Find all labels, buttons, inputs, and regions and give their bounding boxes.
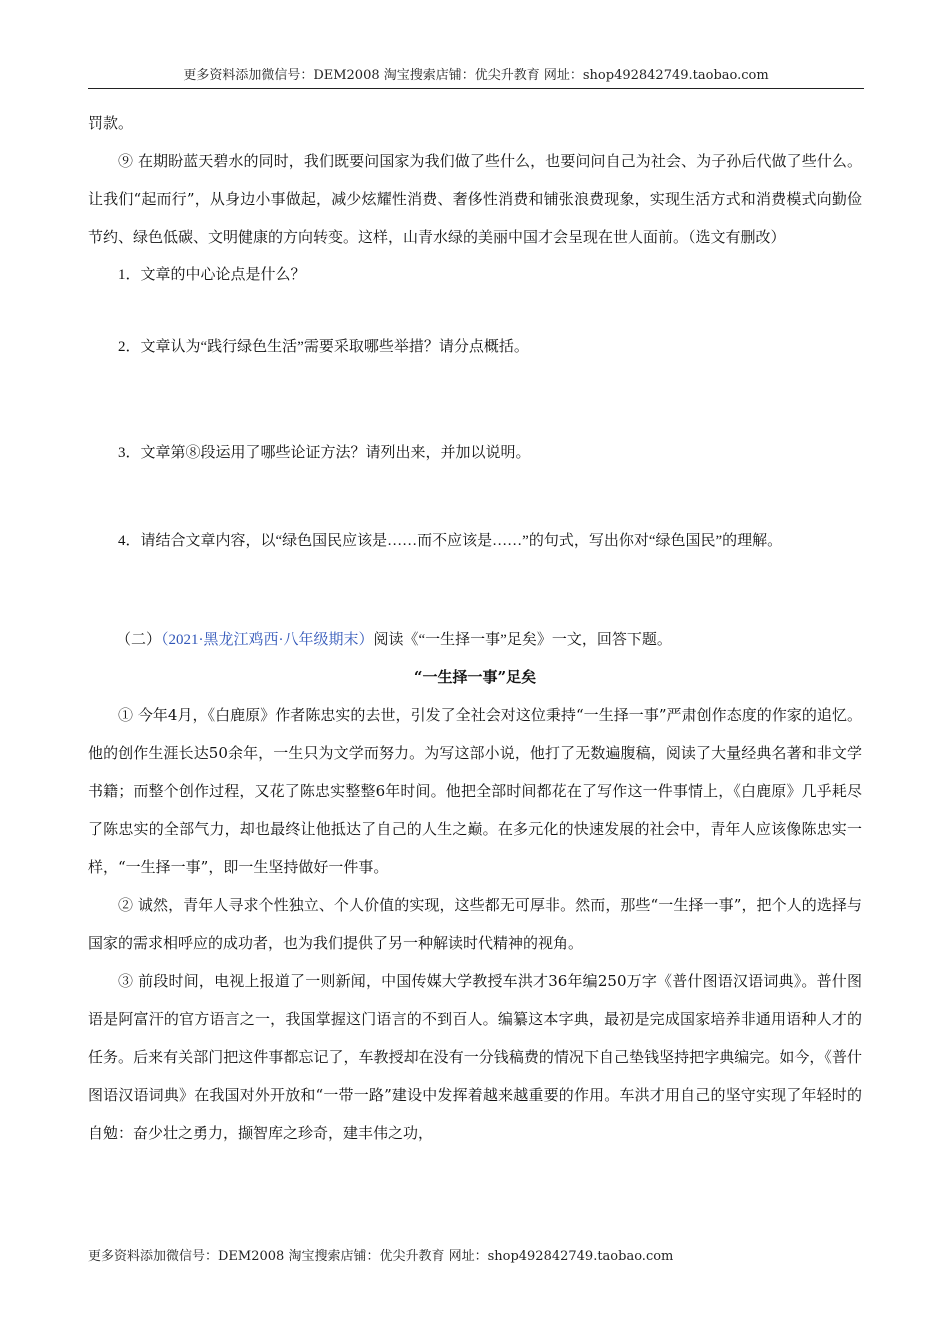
document-body <box>88 104 862 1152</box>
article-paragraph-3: ③ 前段时间，电视上报道了一则新闻，中国传媒大学教授车洪才36年编250万字《普什图语汉语词典》。普什图语是阿富汗的官方语言之一，我国掌握这门语言的不到百人。编纂这本字典，最初是完成国家培养非通用语种人才的任务。后来有关部门把这件事都忘记了，车教授却在没有一分钱稿费的情况下自己垫钱坚持把字典编完。如今，《普什图语汉语词典》在我国对外开放和“一带一路”建设中发挥着越来越重要的作用。车洪才用自己的坚守实现了年轻时的自勉：奋少壮之勇力，撷智库之珍奇，建丰伟之功， <box>88 972 862 1142</box>
section-heading <box>88 622 862 658</box>
article-paragraph-2: ② 诚然，青年人寻求个性独立、个人价值的实现，这些都无可厚非。然而，那些“一生择一事”，把个人的选择与国家的需求相呼应的成功者，也为我们提供了另一种解读时代精神的视角。 <box>88 896 862 952</box>
section-instruction: 阅读《“一生择一事”足矣》一文，回答下题。 <box>373 632 672 648</box>
section-prefix: （二） <box>116 632 162 648</box>
paragraph-9: ⑨ 在期盼蓝天碧水的同时，我们既要问国家为我们做了些什么，也要问问自己为社会、为子孙后代做了些什么。让我们“起而行”，从身边小事做起，减少炫耀性消费、奢侈性消费和铺张浪费现象，实现生活方式和消费模式向勤俭节约、绿色低碳、文明健康的方向转变。这样，山青水绿的美丽中国才会呈现在世人面前。（选文有删改） <box>88 152 862 246</box>
question-3: 3．文章第⑧段运用了哪些论证方法？请列出来，并加以说明。 <box>118 445 531 461</box>
article-paragraph-1: ① 今年4月，《白鹿原》作者陈忠实的去世，引发了全社会对这位秉持“一生择一事”严肃创作态度的作家的追忆。他的创作生涯长达50余年，一生只为文学而努力。为写这部小说，他打了无数遍腹稿，阅读了大量经典名著和非文学书籍；而整个创作过程，又花了陈忠实整整6年时间。他把全部时间都花在了写作这一件事情上，《白鹿原》几乎耗尽了陈忠实的全部气力，却也最终让他抵达了自己的人生之巅。在多元化的快速发展的社会中，青年人应该像陈忠实一样，“一生择一事”，即一生坚持做好一件事。 <box>88 706 862 876</box>
article-title: “一生择一事”足矣 <box>413 668 537 686</box>
page-header: 更多资料添加微信号：DEM2008 淘宝搜索店铺：优尖升教育 网址：shop492842749.taobao.com <box>88 66 864 89</box>
section-source: （2021·黑龙江鸡西·八年级期末） <box>161 632 374 648</box>
answer-space-1 <box>88 294 862 328</box>
passage-tail: 罚款。 <box>88 114 134 132</box>
page-footer: 更多资料添加微信号：DEM2008 淘宝搜索店铺：优尖升教育 网址：shop492842749.taobao.com <box>88 1249 674 1264</box>
question-4: 4．请结合文章内容，以“绿色国民应该是……而不应该是……”的句式，写出你对“绿色国民”的理解。 <box>118 533 783 549</box>
answer-space-3 <box>88 472 862 522</box>
question-1: 1．文章的中心论点是什么？ <box>118 267 306 283</box>
answer-space-2 <box>88 366 862 434</box>
question-2: 2．文章认为“践行绿色生活”需要采取哪些举措？请分点概括。 <box>118 339 529 355</box>
